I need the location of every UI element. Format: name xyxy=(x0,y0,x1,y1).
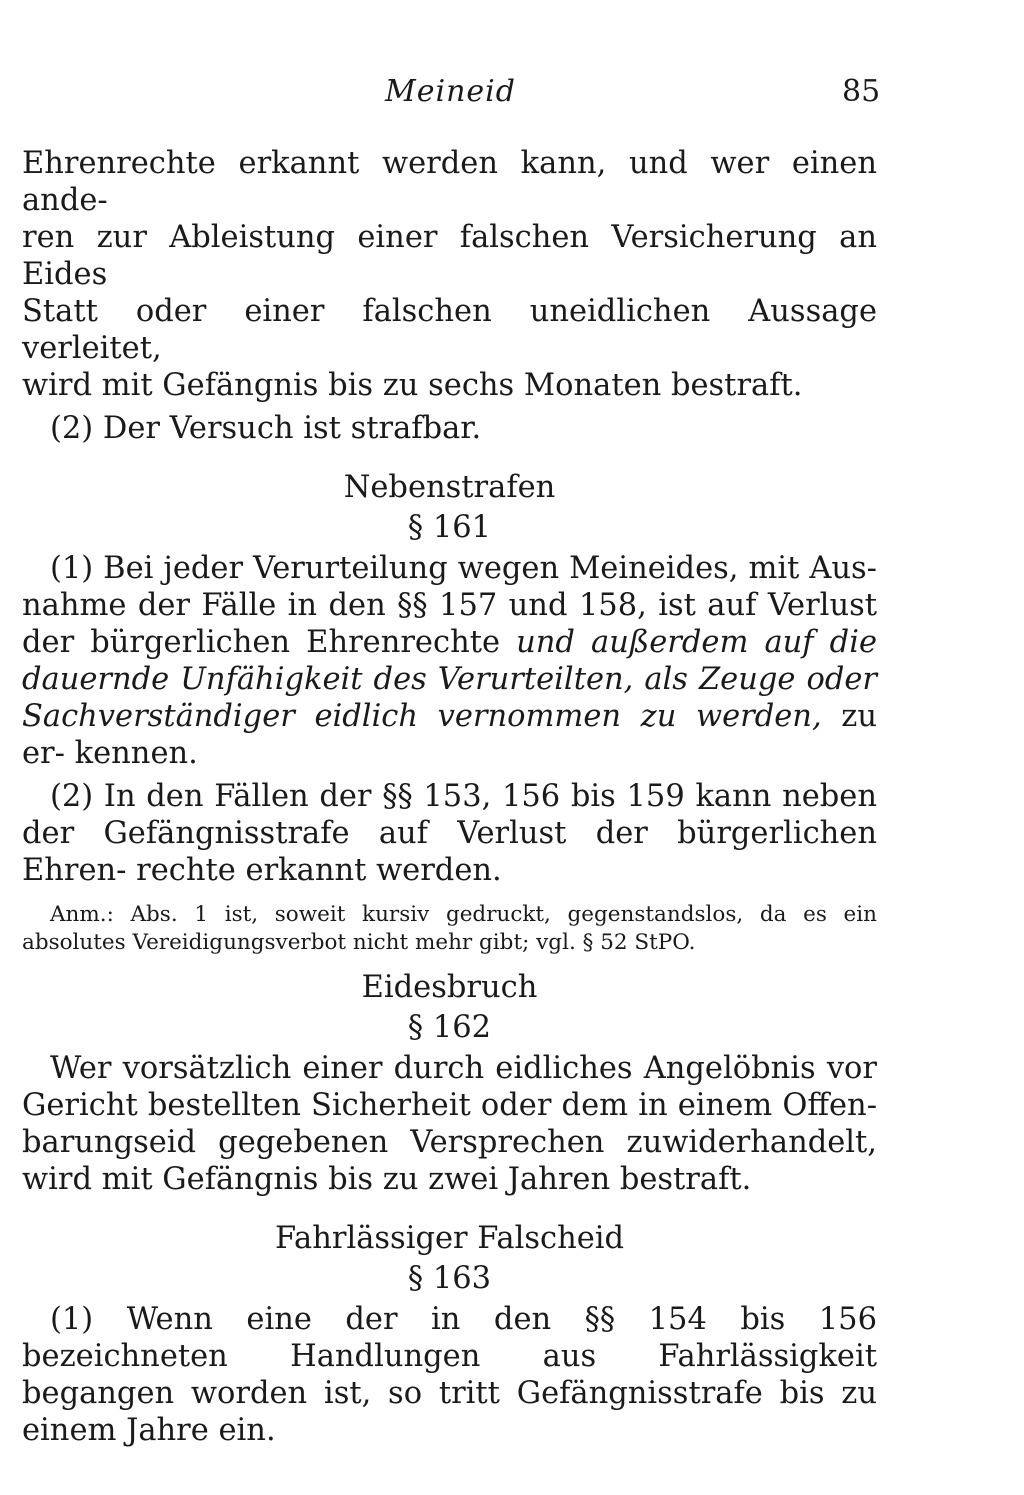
section-heading-161: Nebenstrafen xyxy=(343,470,556,505)
text-line: Statt oder einer falschen uneidlichen Aussage verleitet, xyxy=(22,294,877,366)
attempt-paragraph: (2) Der Versuch ist strafbar. xyxy=(50,411,482,446)
section-161-paragraph-1 xyxy=(22,550,877,772)
section-number-163: § 163 xyxy=(407,1261,492,1296)
section-162-paragraph: Wer vorsätzlich einer durch eidliches Angelöbnis vor Gericht bestellten Sicherheit oder dem in einem Offen- barungseid gegebenen Versprechen zuwiderhandelt, wird mit Gefängnis bis zu zwei Jahren bestraft. xyxy=(22,1051,877,1197)
section-heading-163: Fahrlässiger Falscheid xyxy=(274,1221,625,1256)
section-161-p1-tail: zu er- kennen. xyxy=(22,699,877,771)
section-heading-162: Eidesbruch xyxy=(361,970,538,1005)
section-163-paragraph-1: (1) Wenn eine der in den §§ 154 bis 156 bezeichneten Handlungen aus Fahrlässigkeit begangen worden ist, so tritt Gefängnisstrafe bis zu einem Jahre ein. xyxy=(22,1302,877,1448)
section-161-p1-lead: (1) Bei jeder Verurteilung wegen Meineides, mit Aus- nahme der Fälle in den §§ 157 und 158, ist auf Verlust der bürgerlichen Ehrenrechte xyxy=(22,551,877,660)
section-number-162: § 162 xyxy=(407,1010,492,1045)
page-number: 85 xyxy=(842,74,881,109)
section-161-paragraph-2: (2) In den Fällen der §§ 153, 156 bis 159 kann neben der Gefängnisstrafe auf Verlust der bürgerlichen Ehren- rechte erkannt werden. xyxy=(22,779,877,888)
running-title: Meineid xyxy=(385,74,516,109)
page-header xyxy=(0,74,1024,118)
text-line: ren zur Ableistung einer falschen Versicherung an Eides xyxy=(22,220,877,292)
page-body xyxy=(22,145,877,1449)
text-line: Ehrenrechte erkannt werden kann, und wer einen ande- xyxy=(22,146,877,218)
continued-paragraph xyxy=(22,145,877,404)
text-line: wird mit Gefängnis bis zu sechs Monaten bestraft. xyxy=(22,368,803,403)
annotation-note: Anm.: Abs. 1 ist, soweit kursiv gedruckt, gegenstandslos, da es ein absolutes Vereidigungsverbot nicht mehr gibt; vgl. § 52 StPO. xyxy=(22,902,877,955)
section-number-161: § 161 xyxy=(407,510,492,545)
section-161-p1-italic: und außerdem auf die dauernde Unfähigkeit des Verurteilten, als Zeuge oder Sachverständiger eidlich vernommen zu werden, xyxy=(22,625,878,734)
